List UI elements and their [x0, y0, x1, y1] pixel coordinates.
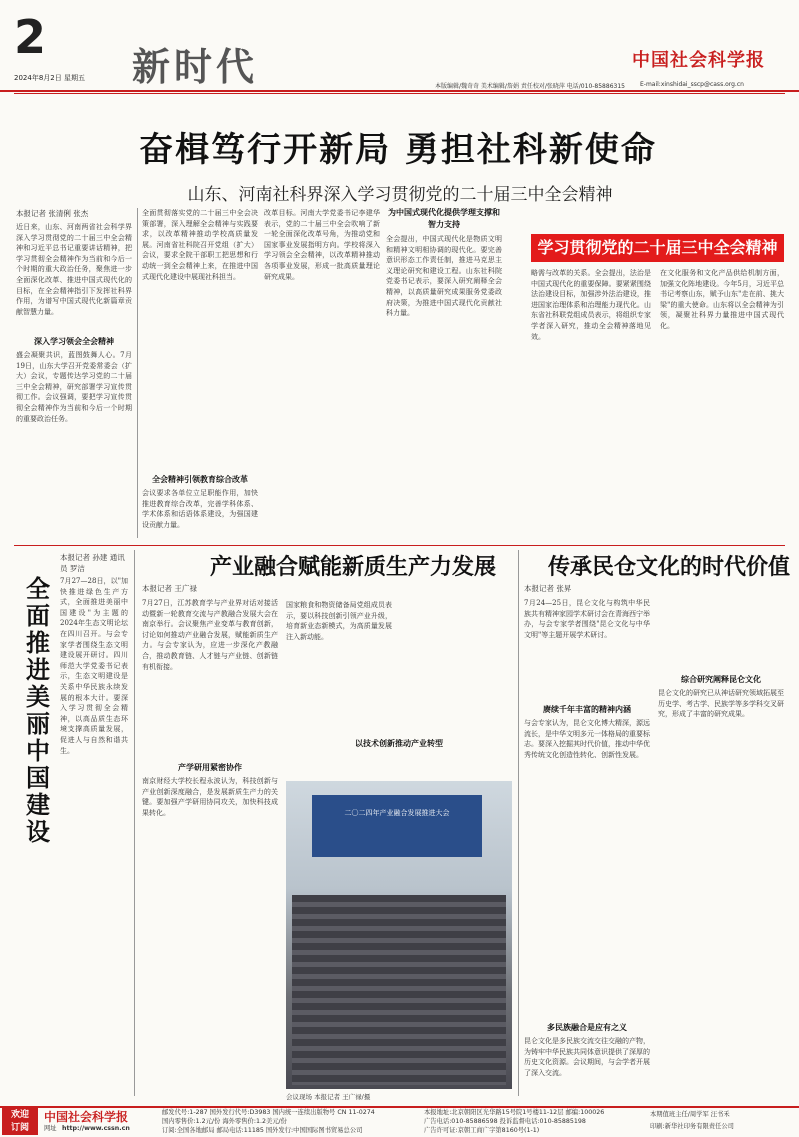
- section-title: 新时代: [132, 44, 259, 89]
- photo-audience: [292, 895, 506, 1085]
- footer-info-2: 国内零售价:1.2元/份 海外零售价:1.2美元/份: [162, 1118, 287, 1125]
- photo-caption: 会议现场 本报记者 王广禄/摄: [286, 1093, 371, 1101]
- editor-credits: 本版编辑/魏奇奇 美术编辑/詹娟 责任校对/张晓萍 电话/010-85886315: [435, 83, 625, 90]
- right-headline: 传承民仓文化的时代价值: [548, 554, 791, 580]
- middle-text-3: 国家粮食和物资储备局党组成员表示，要以科技创新引领产业升级，培育新业态新模式，为高质量发展注入新动能。: [286, 601, 392, 641]
- footer-website-link[interactable]: http://www.cssn.cn: [62, 1125, 130, 1132]
- right-text-3: 昆仑文化的研究已从神话研究领域拓展至历史学、考古学、民族学等多学科交叉研究，形成了丰富的研究成果。: [658, 689, 784, 719]
- theme-banner: 学习贯彻党的二十届三中全会精神: [531, 234, 784, 262]
- lead-subtitle-2: 全会精神引领教育综合改革: [152, 474, 248, 484]
- footer-site-label: 网址: [44, 1125, 57, 1132]
- feature-left-byline: 本报记者 孙建 通讯员 罗洁: [60, 553, 125, 573]
- right-subtitle-3: 多民族融合是应有之义: [547, 1022, 627, 1032]
- subscribe-badge-line1: 欢迎: [10, 1110, 29, 1120]
- footer-info-7: 本期值班主任/周学军 汪书禾: [650, 1111, 730, 1118]
- column-divider: [518, 550, 519, 1096]
- right-text-1: 7月24—25日，昆仑文化与构筑中华民族共有精神家园学术研讨会在青海西宁举办，与会专家学者围绕"昆仑文化与中华文明"等主题开展学术研讨。: [524, 599, 650, 639]
- middle-byline: 本报记者 王广禄: [142, 584, 197, 593]
- masthead-logo: 中国社会科学报: [632, 50, 765, 71]
- feature-vertical-title: 全面推进美丽中国建设: [26, 574, 50, 846]
- footer-info-3: 订阅:全国各地邮局 邮局电话:11185 国外发行:中国国际图书贸易总公司: [162, 1127, 363, 1134]
- subscribe-badge-line2: 订阅: [10, 1123, 29, 1133]
- lead-col5: 略需与改革的关系。全会提出，法治是中国式现代化的重要保障。要紧紧围绕法治建设目标，加强涉外法治建设，推进国家治理体系和治理能力现代化。山东省社科联党组成员表示，将组织专家学者深入研究，推动全会精神落地见效。: [531, 269, 651, 341]
- lead-subtitle-3: 为中国式现代化提供学理支撑和智力支持: [388, 207, 500, 229]
- lead-subtitle-1: 深入学习领会全会精神: [34, 336, 114, 346]
- lead-col1: 近日来，山东、河南两省社会科学界深入学习贯彻党的二十届三中全会精神和习近平总书记重要讲话精神，把学习贯彻全会精神作为当前和今后一个时期的重大政治任务，聚焦进一步全面深化改革、推进中国式现代化的目标，在全会精神指引下发挥社科界作用，为谱写中国式现代化新篇章贡献智慧力量。: [16, 223, 132, 316]
- issue-date: 2024年8月2日 星期五: [14, 74, 85, 82]
- page-number: 2: [14, 10, 47, 64]
- photo-screen-banner: 二〇二四年产业融合发展推进大会: [312, 795, 482, 857]
- right-text-4: 昆仑文化是多民族交流交往交融的产物，为铸牢中华民族共同体意识提供了深厚的历史文化资源。会议期间，与会学者开展了深入交流。: [524, 1037, 650, 1077]
- header-rule: [0, 90, 799, 92]
- footer-info-8: 印刷:新华社印务有限责任公司: [650, 1123, 734, 1130]
- footer-info-1: 邮发代号:1-287 国外发行代号:D3983 国内统一连续出版物号 CN 11-0274: [162, 1109, 375, 1116]
- lead-col2: 全面贯彻落实党的二十届三中全会决策部署，深入理解全会精神与实践要求，以改革精神推动学校高质量发展。河南省社科院召开党组（扩大）会议，要求全院干部职工把思想和行动统一到全会精神上来，在推进中国式现代化建设中展现社科担当。: [142, 209, 258, 281]
- footer-info-5: 广告电话:010-85886598 投诉监督电话:010-85885198: [424, 1118, 586, 1125]
- middle-subtitle-2: 以技术创新推动产业转型: [355, 738, 443, 748]
- header-rule-thin: [14, 93, 785, 94]
- lead-col4: 全会提出，中国式现代化是物质文明和精神文明相协调的现代化。要完善意识形态工作责任制，推进马克思主义理论研究和建设工程。山东社科院党委书记表示，要深入研究阐释全会精神，以高质量研究成果服务党委政府决策，为推进中国式现代化贡献社科力量。: [386, 235, 502, 318]
- right-subtitle-2: 综合研究阐释昆仑文化: [681, 674, 761, 684]
- right-subtitle-1: 赓续千年丰富的精神内涵: [543, 704, 631, 714]
- footer-info-4: 本报地址:北京朝阳区光华路15号院1号楼11-12层 邮编:100026: [424, 1109, 605, 1116]
- right-byline: 本报记者 张昇: [524, 584, 572, 593]
- feature-left-text: 7月27—28日，以"加快推进绿色生产方式，全面推进美丽中国建设"为主题的2024年生态文明论坛在四川召开。与会专家学者围绕生态文明建设展开研讨。四川师范大学党委书记表示，生态文明建设是关系中华民族永续发展的根本大计。要深入学习贯彻全会精神，以高品质生态环境支撑高质量发展，促进人与自然和谐共生。: [60, 577, 128, 755]
- middle-headline: 产业融合赋能新质生产力发展: [210, 554, 497, 580]
- lead-headline: 奋楫笃行开新局 勇担社科新使命: [139, 130, 657, 170]
- lead-byline: 本报记者 张清俐 张杰: [16, 209, 89, 218]
- lead-col1b: 盛会凝聚共识，蓝图鼓舞人心。7月19日，山东大学召开党委常委会（扩大）会议，专题传达学习党的二十届三中全会精神，研究部署学习宣传贯彻工作。会议强调，要把学习宣传贯彻全会精神作为当前和今后一个时期的重要政治任务。: [16, 351, 132, 423]
- footer-masthead: 中国社会科学报: [44, 1110, 129, 1124]
- middle-text-1: 7月27日，江苏教育学与产业界对话对接活动暨新一轮教育交流与产教融合发展大会在南京举行。会议聚焦产业变革与教育创新，讨论如何推动产业融合发展，赋能新质生产力。与会专家认为，应进一步深化产教融合，推动教育链、人才链与产业链、创新链有机衔接。: [142, 599, 278, 671]
- column-divider: [137, 208, 138, 538]
- middle-text-2: 南京财经大学校长程永波认为，科技创新与产业创新深度融合，是发展新质生产力的关键。要加强产学研用协同攻关，加快科技成果转化。: [142, 777, 278, 817]
- lead-subhead: 山东、河南社科界深入学习贯彻党的二十届三中全会精神: [187, 185, 613, 205]
- right-text-2: 与会专家认为，昆仑文化博大精深，源远流长，是中华文明多元一体格局的重要标志。要深入挖掘其时代价值，推动中华优秀传统文化创造性转化、创新性发展。: [524, 719, 650, 759]
- email-line: E-mail:xinshidai_sscp@cass.org.cn: [640, 81, 744, 88]
- middle-subtitle-1: 产学研用紧密协作: [178, 762, 242, 772]
- footer-info-6: 广告许可证:京朝工商广字第8160号(1-1): [424, 1127, 540, 1134]
- lead-col2b: 会议要求各单位立足职能作用，加快推进教育综合改革，完善学科体系、学术体系和话语体系建设，为强国建设贡献力量。: [142, 489, 258, 529]
- lead-col6: 在文化服务和文化产品供给机制方面，加强文化阵地建设。今年5月，习近平总书记考察山东，赋予山东"走在前、挑大梁"的重大使命。山东将以全会精神为引领，凝聚社科界力量推进中国式现代化。: [660, 269, 784, 330]
- column-divider: [134, 550, 135, 1096]
- section-divider: [14, 545, 785, 546]
- subscribe-badge[interactable]: [2, 1108, 38, 1135]
- lead-col3: 改革目标。河南大学党委书记李建华表示，党的二十届三中全会吹响了新一轮全面深化改革号角，为推动党和国家事业发展指明方向。学校将深入学习领会全会精神，以改革精神推动各项事业发展，形成一批高质量理论研究成果。: [264, 209, 380, 281]
